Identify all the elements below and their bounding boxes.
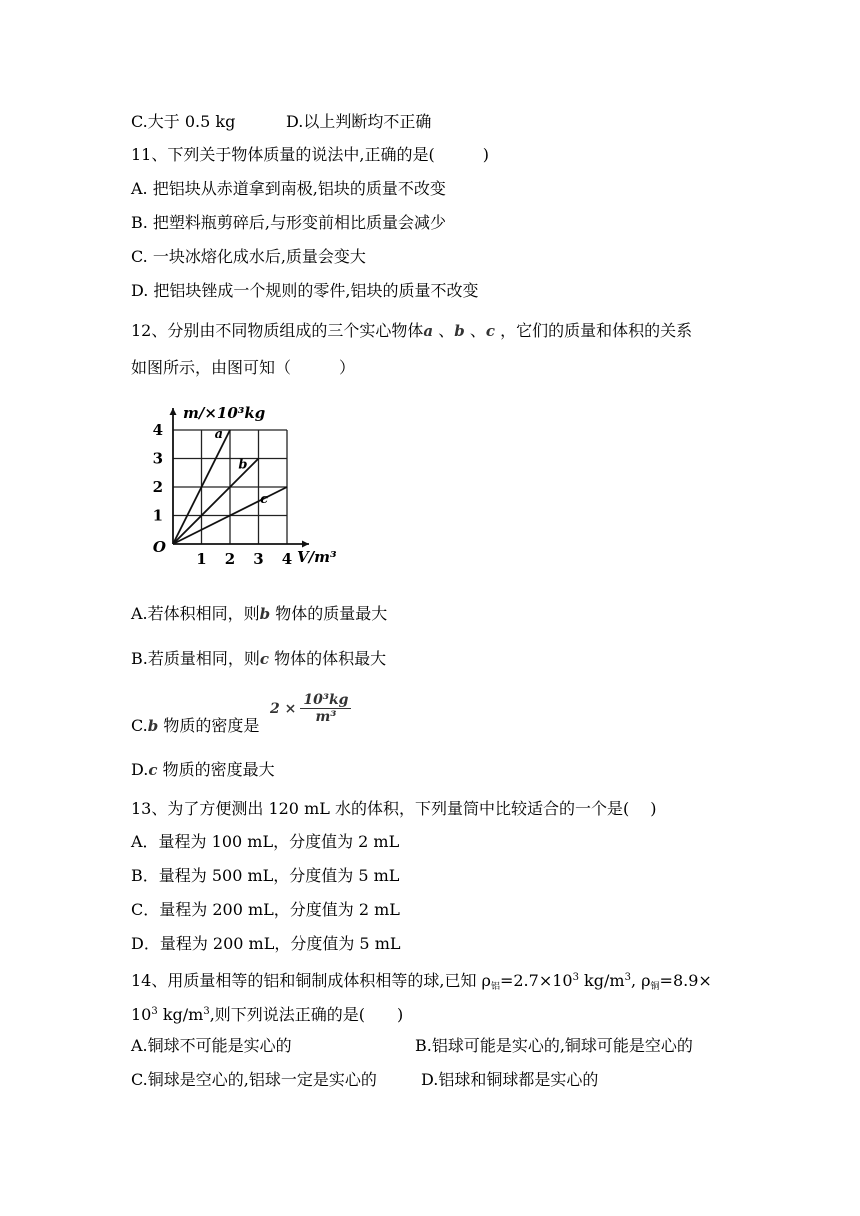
var-b-ref: b: [259, 605, 271, 623]
series-label-b: b: [238, 457, 248, 473]
var-c-ref: c: [259, 650, 269, 668]
q11-option-b: B. 把塑料瓶剪碎后,与形变前相比质量会减少: [131, 213, 447, 232]
q14-stem-3: kg/m: [578, 971, 625, 990]
y-tick-label: 3: [152, 449, 163, 468]
series-label-c: c: [260, 492, 268, 507]
q14-stem-line2: [131, 1002, 403, 1025]
x-tick-label: 2: [224, 550, 236, 568]
q14-sup-1: 3: [572, 972, 579, 983]
q12-option-c: [131, 716, 259, 736]
q11-option-a: A. 把铝块从赤道拿到南极,铝块的质量不改变: [131, 179, 446, 198]
q12-stem-pre: 12、分别由不同物质组成的三个实心物体: [131, 321, 424, 340]
density-denominator: m³: [315, 709, 337, 725]
q12-a-post: 物体的质量最大: [270, 604, 388, 623]
y-tick-label: 1: [152, 506, 163, 525]
q12-stem-post: ，它们的质量和体积的关系: [500, 321, 693, 340]
q12-option-b: [131, 649, 386, 669]
q11-stem: 11、下列关于物体质量的说法中,正确的是( ): [131, 145, 489, 164]
x-axis-arrow: [302, 541, 309, 548]
q13-option-c: C．量程为 200 mL，分度值为 2 mL: [131, 900, 400, 919]
q14-stem-4: , ρ: [630, 971, 651, 990]
q14-line2-1: 10: [131, 1005, 152, 1024]
y-tick-label: 4: [152, 421, 163, 439]
density-coefficient: 2 ×: [270, 700, 297, 717]
q12-option-a: [131, 604, 387, 624]
q14-sup-4: 3: [203, 1006, 210, 1017]
x-tick-label: 4: [281, 550, 293, 568]
q14-line2-2: kg/m: [157, 1005, 204, 1024]
q12-stem: [131, 321, 692, 341]
q10-option-d: D.以上判断均不正确: [286, 112, 432, 131]
q14-sup-3: 3: [151, 1006, 158, 1017]
mass-volume-chart: [140, 392, 360, 577]
var-a: a: [423, 322, 434, 340]
q12-b-pre: B.若质量相同，则: [131, 649, 260, 668]
var-b-ref2: b: [147, 717, 159, 735]
q14-sup-2: 3: [624, 972, 631, 983]
x-tick-label: 1: [196, 550, 207, 568]
q12-option-d: [131, 760, 275, 780]
q14-sub-cu: 铜: [650, 982, 660, 992]
y-axis-arrow: [170, 408, 177, 415]
q14-stem-2: =2.7×10: [499, 971, 573, 990]
q10-option-c: C.大于 0.5 kg: [131, 112, 236, 131]
q12-sep1: 、: [438, 321, 455, 340]
q14-line2-3: ,则下列说法正确的是( ): [209, 1005, 404, 1024]
series-label-a: a: [214, 427, 223, 442]
q14-option-c: C.铜球是空心的,铝球一定是实心的: [131, 1070, 377, 1089]
q13-option-b: B．量程为 500 mL，分度值为 5 mL: [131, 866, 400, 885]
q12-stem-line2: 如图所示，由图可知（ ）: [131, 358, 356, 377]
density-fraction: [270, 692, 351, 725]
q13-option-d: D．量程为 200 mL，分度值为 5 mL: [131, 934, 401, 953]
q14-stem: [131, 968, 712, 997]
q14-stem-1: 14、用质量相等的铝和铜制成体积相等的球,已知 ρ: [131, 971, 491, 990]
q13-option-a: A．量程为 100 mL，分度值为 2 mL: [131, 832, 400, 851]
origin-label: O: [152, 538, 166, 556]
var-c-ref2: c: [148, 761, 158, 779]
q14-option-d: D.铝球和铜球都是实心的: [421, 1070, 599, 1089]
q14-sub-al: 铝: [490, 982, 500, 992]
var-b: b: [454, 322, 465, 340]
var-c: c: [485, 322, 495, 340]
q14-option-a: A.铜球不可能是实心的: [131, 1036, 292, 1055]
q12-b-post: 物体的体积最大: [269, 649, 387, 668]
q12-c-mid: 物质的密度是: [158, 716, 260, 735]
x-axis-label: V/m³: [297, 548, 337, 566]
density-frac-box: [300, 692, 351, 725]
q12-a-pre: A.若体积相同，则: [131, 604, 260, 623]
q12-sep2: 、: [469, 321, 486, 340]
q12-c-pre: C.: [131, 716, 148, 735]
q11-option-d: D. 把铝块锉成一个规则的零件,铝块的质量不改变: [131, 281, 479, 300]
q14-option-b: B.铝球可能是实心的,铜球可能是空心的: [415, 1036, 693, 1055]
q14-stem-5: =8.9×: [659, 971, 712, 990]
q13-stem: 13、为了方便测出 120 mL 水的体积，下列量筒中比较适合的一个是( ): [131, 799, 657, 818]
q12-d-pre: D.: [131, 760, 149, 779]
x-tick-label: 3: [253, 550, 264, 568]
density-numerator: 10³kg: [300, 692, 351, 709]
q11-option-c: C. 一块冰熔化成水后,质量会变大: [131, 247, 366, 266]
q12-d-post: 物质的密度最大: [157, 760, 275, 779]
y-tick-label: 2: [152, 478, 163, 496]
y-axis-label: m/×10³kg: [183, 404, 266, 422]
